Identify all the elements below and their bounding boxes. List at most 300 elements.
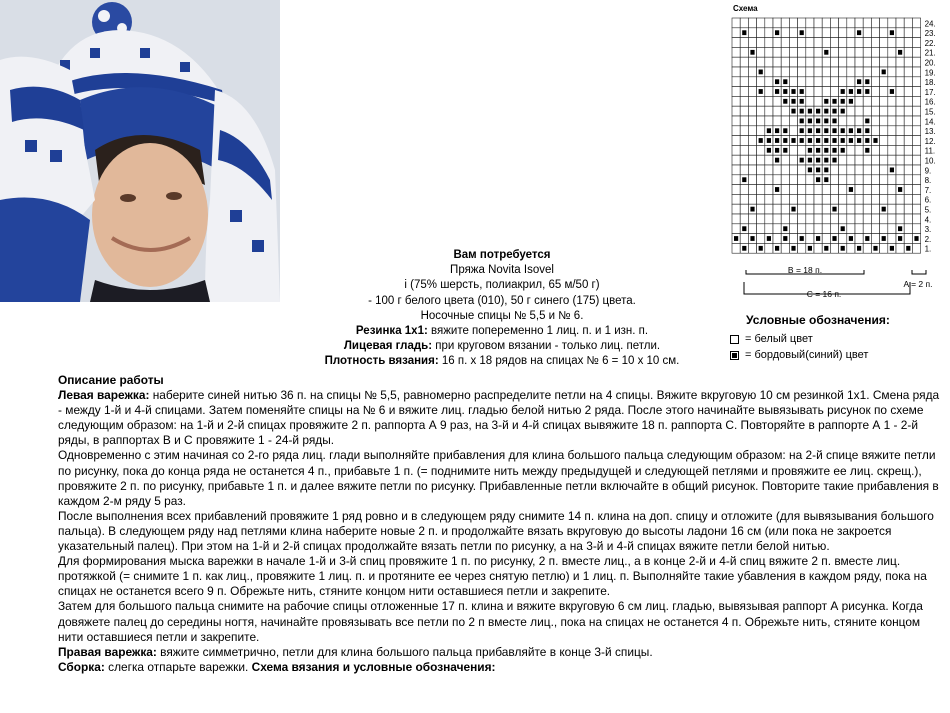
chart-cell-mark [783, 148, 787, 153]
chart-cell [781, 204, 789, 214]
chart-cell [748, 106, 756, 116]
chart-cell-mark [742, 226, 746, 231]
chart-cell [732, 175, 740, 185]
chart-cell [855, 155, 863, 165]
legend-blue [730, 349, 890, 361]
chart-cell [789, 47, 797, 57]
chart-cell [855, 67, 863, 77]
chart-cell [863, 67, 871, 77]
chart-cell [888, 47, 896, 57]
chart-cell [912, 214, 920, 224]
chart-cell [740, 126, 748, 136]
chart-cell [757, 96, 765, 106]
chart-cell [871, 234, 879, 244]
left-mitten-text: наберите синей нитью 36 п. на спицы № 5,5, равномерно распределите петли на 4 спицы. Вяжите вкруговую 10 см резинкой 1x1. Смена ряда - между 1-й и 4-й спицами. Затем поменяйте спицы на № 6 и вяжите лиц. гладью белой нитью 2 ряда. После этого начинайте вывязывать рисунок по схеме следующим образом: на 1-й и 2-й спицах провяжите 2 п. раппорта А 9 раз, на 3-й и 4-й спицах вывяжите 18 п. раппорта С. Повторяйте в раппорте А 1 - 2-й ряды, в раппортах В и С провяжите 1 - 24-й ряды. [58, 388, 940, 448]
chart-cell [880, 106, 888, 116]
chart-cell [912, 106, 920, 116]
chart-cell [896, 57, 904, 67]
chart-cell-mark [890, 30, 894, 35]
chart-cell [912, 204, 920, 214]
chart-cell [855, 96, 863, 106]
chart-cell [748, 194, 756, 204]
chart-cell [830, 165, 838, 175]
chart-cell [839, 214, 847, 224]
chart-cell [773, 194, 781, 204]
chart-cell [740, 38, 748, 48]
chart-cell [888, 204, 896, 214]
chart-cell-mark [808, 138, 812, 143]
chart-cell [781, 243, 789, 253]
chart-cell [732, 96, 740, 106]
chart-cell-mark [816, 148, 820, 153]
chart-cell [888, 67, 896, 77]
chart-cell-mark [800, 158, 804, 163]
chart-cell [888, 214, 896, 224]
chart-cell-mark [783, 128, 787, 133]
chart-cell [814, 243, 822, 253]
chart-cell [789, 57, 797, 67]
chart-cell-mark [791, 99, 795, 104]
chart-cell [888, 77, 896, 87]
chart-cell [888, 155, 896, 165]
chart-cell [863, 224, 871, 234]
chart-cell-mark [750, 50, 754, 55]
chart-cell [740, 57, 748, 67]
chart-row-number: 12. [924, 136, 936, 146]
chart-cell [740, 185, 748, 195]
chart-cell [912, 126, 920, 136]
label-c: C = 16 п. [806, 289, 842, 299]
chart-cell [798, 175, 806, 185]
chart-cell [806, 28, 814, 38]
chart-cell [896, 106, 904, 116]
legend-blue-label: = бордовый(синий) цвет [745, 349, 869, 361]
chart-cell [781, 155, 789, 165]
chart-cell [871, 126, 879, 136]
chart-cell [789, 214, 797, 224]
chart-cell-mark [800, 99, 804, 104]
chart-cell [806, 234, 814, 244]
chart-cell [912, 38, 920, 48]
chart-cell-mark [865, 148, 869, 153]
chart-legend [730, 313, 890, 365]
materials-block [282, 248, 722, 370]
chart-cell [757, 165, 765, 175]
chart-cell-mark [857, 128, 861, 133]
chart-row-number: 11. [924, 146, 936, 156]
chart-cell [822, 18, 830, 28]
chart-cell-mark [808, 128, 812, 133]
chart-cell [789, 67, 797, 77]
chart-cell [871, 116, 879, 126]
chart-row-number: 6. [924, 195, 932, 205]
chart-cell [880, 243, 888, 253]
chart-row-number: 21. [924, 48, 936, 58]
chart-cell-mark [841, 99, 845, 104]
chart-cell [814, 47, 822, 57]
chart-cell [773, 116, 781, 126]
chart-cell [896, 175, 904, 185]
chart-cell-mark [800, 119, 804, 124]
chart-cell-mark [742, 246, 746, 251]
materials-amount: - 100 г белого цвета (010), 50 г синего (175) цвета. [368, 294, 636, 307]
chart-cell-mark [865, 89, 869, 94]
chart-cell-mark [783, 138, 787, 143]
chart-cell [798, 145, 806, 155]
chart-cell [863, 165, 871, 175]
chart-cell [904, 175, 912, 185]
chart-cell-mark [898, 187, 902, 192]
chart-cell-mark [816, 138, 820, 143]
chart-cell-mark [865, 119, 869, 124]
chart-cell [748, 243, 756, 253]
chart-cell [740, 204, 748, 214]
chart-cell [863, 155, 871, 165]
tip-decrease-paragraph: Для формирования мыска варежки в начале 1-й и 3-й спиц провяжите 1 п. по рисунку, 2 п. вместе лиц., а в конце 2-й и 4-й спиц вяжите 2 п. вместе лиц. протяжкой (= снимите 1 п. как лиц., провяжите 1 лиц. п. и протяните ее через снятую петлю) и 1 лиц. п. Выполняйте такие убавления в каждом ряду, пока на спицах не останется всего 9 п. Обрежьте нить, стяните концом нити оставшиеся петли и закрепите. [58, 554, 927, 599]
chart-cell-mark [890, 168, 894, 173]
chart-cell-mark [832, 138, 836, 143]
chart-cell [732, 165, 740, 175]
chart-cell [896, 87, 904, 97]
chart-cell [732, 204, 740, 214]
chart-cell [912, 96, 920, 106]
chart-cell [904, 145, 912, 155]
chart-cell-mark [767, 148, 771, 153]
chart-cell [732, 116, 740, 126]
chart-cell [855, 204, 863, 214]
chart-cell [880, 126, 888, 136]
gauge-text: 16 п. х 18 рядов на спицах № 6 = 10 х 10 см. [438, 355, 680, 368]
chart-cell [855, 224, 863, 234]
chart-cell [814, 28, 822, 38]
chart-cell-mark [865, 128, 869, 133]
chart-cell [871, 28, 879, 38]
chart-cell [839, 204, 847, 214]
chart-cell [822, 234, 830, 244]
chart-cell [765, 96, 773, 106]
left-mitten-paragraph [58, 388, 946, 448]
chart-cell [847, 38, 855, 48]
chart-cell [896, 38, 904, 48]
chart-cell [855, 194, 863, 204]
chart-cell-mark [775, 89, 779, 94]
chart-cell [855, 185, 863, 195]
chart-cell [912, 28, 920, 38]
chart-cell [781, 67, 789, 77]
chart-cell [732, 28, 740, 38]
chart-cell [912, 224, 920, 234]
chart-cell [904, 57, 912, 67]
chart-cell [773, 106, 781, 116]
chart-cell [789, 194, 797, 204]
chart-cell [830, 185, 838, 195]
chart-cell [765, 204, 773, 214]
chart-cell [863, 57, 871, 67]
chart-cell [830, 224, 838, 234]
materials-composition: i (75% шерсть, полиакрил, 65 м/50 г) [404, 279, 600, 292]
thumb-hold-paragraph: После выполнения всех прибавлений провяжите 1 ряд ровно и в следующем ряду снимите 14 п. клина на доп. спицу и отложите (для вывязывания большого пальца). В следующем ряду над петлями клина наберите новые 2 п. и продолжайте вязать вкруговую до высоты ладони 16 см (или пока не закроется указательный палец). При этом на 1-й и 2-й спицах продолжайте вязать петли по рисунку, а на 3-й и 4-й спицах вяжите петли белой нитью. [58, 508, 934, 554]
chart-cell-mark [824, 50, 828, 55]
rib-line [282, 324, 722, 339]
chart-cell [830, 243, 838, 253]
chart-cell [912, 18, 920, 28]
chart-cell-mark [857, 138, 861, 143]
chart-cell [839, 28, 847, 38]
chart-cell [814, 194, 822, 204]
chart-cell [732, 18, 740, 28]
chart-cell [765, 116, 773, 126]
chart-cell [740, 67, 748, 77]
chart-cell [757, 116, 765, 126]
chart-cell [871, 224, 879, 234]
chart-cell [830, 77, 838, 87]
chart-cell [757, 106, 765, 116]
chart-cell-mark [841, 89, 845, 94]
chart-cell-mark [816, 109, 820, 114]
chart-cell-mark [898, 236, 902, 241]
chart-cell [740, 194, 748, 204]
stockinette-text: при круговом вязании - только лиц. петли. [432, 340, 661, 353]
thumb-increase-paragraph: Одновременно с этим начиная со 2-го ряда лиц. глади выполняйте прибавления для клина большого пальца следующим образом: на 2-й спице вяжите петли по рисунку, пока до конца ряда не останется 4 п., прибавьте 1 п. (= поднимите нить между предыдущей и следующей петлями и провяжите ее лиц. скрещ.), провяжите 2 п. по рисунку, прибавьте 1 п. и далее вяжите петли по рисунку. Прибавленные петли включайте в общий рисунок. Повторите такие прибавления в каждом 2-м ряду 5 раз. [58, 448, 939, 508]
chart-cell [904, 224, 912, 234]
chart-cell [888, 175, 896, 185]
stockinette-line [282, 339, 722, 354]
chart-cell-mark [767, 236, 771, 241]
chart-cell-mark [759, 246, 763, 251]
chart-cell-mark [775, 138, 779, 143]
chart-cell [880, 185, 888, 195]
chart-cell [839, 67, 847, 77]
chart-cell [765, 243, 773, 253]
chart-cell [904, 28, 912, 38]
chart-cell [863, 106, 871, 116]
chart-cell [880, 175, 888, 185]
chart-row-number: 23. [924, 29, 936, 39]
chart-cell [888, 96, 896, 106]
chart-cell [871, 77, 879, 87]
chart-cell [830, 214, 838, 224]
chart-cell [732, 77, 740, 87]
chart-cell [863, 38, 871, 48]
chart-cell [839, 194, 847, 204]
chart-cell [880, 155, 888, 165]
chart-cell [781, 106, 789, 116]
chart-cell [748, 57, 756, 67]
chart-cell-mark [873, 138, 877, 143]
chart-cell [732, 106, 740, 116]
chart-cell [765, 194, 773, 204]
chart-cell [757, 175, 765, 185]
chart-cell-mark [816, 128, 820, 133]
chart-cell [904, 87, 912, 97]
chart-cell [896, 77, 904, 87]
chart-cell [888, 18, 896, 28]
chart-cell [798, 224, 806, 234]
chart-cell [912, 145, 920, 155]
chart-cell [781, 28, 789, 38]
chart-cell [880, 18, 888, 28]
chart-cell [863, 96, 871, 106]
legend-white-label: = белый цвет [745, 333, 813, 345]
chart-cell-mark [824, 177, 828, 182]
chart-cell [732, 145, 740, 155]
chart-cell [765, 67, 773, 77]
chart-cell [773, 38, 781, 48]
chart-cell [822, 67, 830, 77]
chart-cell [847, 155, 855, 165]
chart-cell [765, 57, 773, 67]
chart-cell [773, 214, 781, 224]
chart-cell [847, 165, 855, 175]
chart-cell [798, 77, 806, 87]
chart-cell [880, 47, 888, 57]
chart-cell-mark [767, 128, 771, 133]
chart-cell [822, 38, 830, 48]
chart-cell [855, 234, 863, 244]
chart-cell-mark [824, 119, 828, 124]
chart-cell-mark [865, 138, 869, 143]
chart-cell-mark [775, 246, 779, 251]
chart-cell [757, 18, 765, 28]
chart-cell [814, 57, 822, 67]
chart-cell [748, 67, 756, 77]
materials-heading: Вам потребуется [453, 249, 551, 261]
chart-cell [773, 57, 781, 67]
chart-cell [789, 38, 797, 48]
chart-cell-mark [808, 119, 812, 124]
chart-cell [863, 18, 871, 28]
chart-cell [830, 18, 838, 28]
chart-cell [740, 214, 748, 224]
photo-illustration [0, 0, 280, 302]
chart-cell [830, 38, 838, 48]
chart-cell [888, 38, 896, 48]
chart-row-number: 10. [924, 156, 936, 166]
chart-cell [740, 106, 748, 116]
chart-cell [855, 106, 863, 116]
chart-cell-mark [808, 158, 812, 163]
chart-cell [798, 204, 806, 214]
chart-cell-mark [857, 246, 861, 251]
chart-cell [781, 214, 789, 224]
chart-cell [822, 77, 830, 87]
chart-cell-mark [750, 236, 754, 241]
chart-cell [896, 116, 904, 126]
chart-cell [847, 214, 855, 224]
chart-cell [871, 106, 879, 116]
chart-cell [732, 87, 740, 97]
chart-cell [765, 38, 773, 48]
chart-cell [880, 136, 888, 146]
chart-cell [888, 57, 896, 67]
chart-cell [904, 77, 912, 87]
chart-cell [896, 126, 904, 136]
chart-cell [896, 136, 904, 146]
chart-cell-mark [890, 246, 894, 251]
chart-cell [896, 155, 904, 165]
chart-cell [896, 194, 904, 204]
chart-cell-mark [898, 226, 902, 231]
chart-cell-mark [775, 148, 779, 153]
chart-cell [904, 214, 912, 224]
chart-cell [806, 214, 814, 224]
chart-cell [904, 204, 912, 214]
chart-cell [740, 165, 748, 175]
chart-cell [789, 155, 797, 165]
materials-yarn: Пряжа Novita Isovel [450, 264, 554, 277]
chart-cell [830, 57, 838, 67]
chart-cell [839, 77, 847, 87]
chart-cell [765, 77, 773, 87]
chart-cell-mark [865, 236, 869, 241]
chart-cell [896, 67, 904, 77]
chart-cell [732, 47, 740, 57]
chart-cell [880, 214, 888, 224]
chart-cell [806, 96, 814, 106]
chart-cell [904, 38, 912, 48]
chart-cell [740, 77, 748, 87]
chart-cell [757, 38, 765, 48]
chart-cell [757, 145, 765, 155]
chart-cell [757, 224, 765, 234]
chart-cell [765, 165, 773, 175]
chart-cell [781, 116, 789, 126]
chart-cell [789, 175, 797, 185]
chart-cell [822, 57, 830, 67]
chart-cell [888, 116, 896, 126]
chart-cell [912, 165, 920, 175]
chart-cell [814, 77, 822, 87]
white-cell-swatch [730, 335, 739, 344]
chart-cell-mark [808, 109, 812, 114]
chart-cell [740, 136, 748, 146]
chart-cell-mark [849, 99, 853, 104]
chart-cell [830, 28, 838, 38]
chart-cell [798, 243, 806, 253]
chart-cell [765, 28, 773, 38]
chart-cell [839, 47, 847, 57]
chart-cell [871, 165, 879, 175]
chart-cell-mark [890, 89, 894, 94]
chart-cell-mark [791, 109, 795, 114]
chart-cell [806, 87, 814, 97]
chart-cell [814, 96, 822, 106]
chart-cell [765, 224, 773, 234]
chart-cell-mark [841, 128, 845, 133]
chart-row-number: 15. [924, 107, 936, 117]
chart-cell [847, 175, 855, 185]
chart-cell [814, 87, 822, 97]
chart-cell [765, 106, 773, 116]
chart-cell [822, 28, 830, 38]
chart-row-number: 18. [924, 78, 936, 88]
chart-cell [757, 47, 765, 57]
chart-cell [748, 175, 756, 185]
chart-cell [814, 67, 822, 77]
chart-cell-mark [849, 138, 853, 143]
chart-cell [912, 136, 920, 146]
chart-cell [748, 126, 756, 136]
chart-cell [798, 57, 806, 67]
chart-cell-mark [808, 168, 812, 173]
chart-cell [888, 126, 896, 136]
chart-cell [773, 234, 781, 244]
chart-cell-mark [914, 236, 918, 241]
chart-row-number: 22. [924, 38, 936, 48]
chart-cell-mark [841, 226, 845, 231]
chart-cell [822, 204, 830, 214]
chart-cell-mark [824, 246, 828, 251]
